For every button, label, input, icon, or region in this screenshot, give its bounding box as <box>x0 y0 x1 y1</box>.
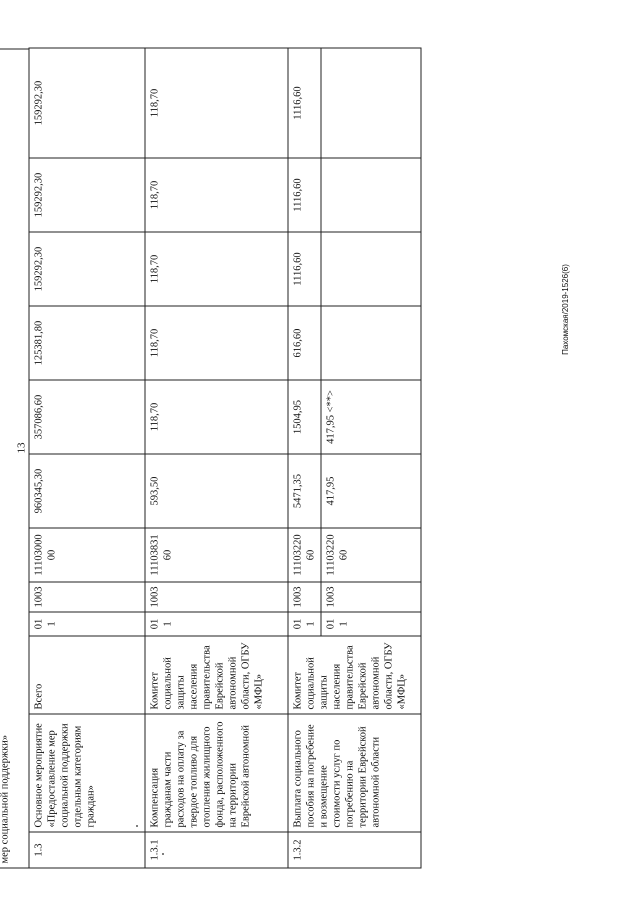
year-value: 159292,30 <box>29 48 145 158</box>
task-header: мер социальной поддержки» <box>0 49 29 869</box>
measure-name: Основное мероприятие «Предоставление мер социальной поддержки отдельным категориям граждан» <box>29 714 145 832</box>
table-row <box>29 48 145 868</box>
rzpr-code: 1003 <box>29 582 145 612</box>
empty-cell <box>321 306 421 380</box>
grbs-code: 011 <box>145 612 288 636</box>
grbs-code: 011 <box>29 612 145 636</box>
rzpr-code: 1003 <box>288 582 321 612</box>
year-value: 118,70 <box>145 232 288 306</box>
csr-code: 1110383160 <box>145 528 288 582</box>
row-number: 1.3.2 <box>288 832 421 868</box>
year-value: 118,70 <box>145 48 288 158</box>
total-value: 5471,35 <box>288 454 321 528</box>
table-row <box>145 48 288 868</box>
year-value: 1116,60 <box>288 48 321 158</box>
row-number: 1.3 <box>29 832 145 868</box>
year-value: 357086,60 <box>29 380 145 454</box>
page-number: 13 <box>15 442 28 454</box>
year-value: 616,60 <box>288 306 321 380</box>
row-number: 1.3.1 <box>145 832 288 868</box>
year-value: 1116,60 <box>288 232 321 306</box>
year-value: 1116,60 <box>288 158 321 232</box>
csr-code: 1110300000 <box>29 528 145 582</box>
measure-name: Выплата социального пособия на погребение и возмещение стоимости услуг по погребению на территории Еврейской автономной области <box>288 714 421 832</box>
grbs-code: 011 <box>288 612 321 636</box>
year-value: 417,95 <**> <box>321 380 421 454</box>
executor: Комитет социальной защиты населения правительства Еврейской автономной области, ОГБУ «МФЦ» <box>288 636 421 714</box>
measure-name: Компенсация гражданам части расходов на оплату за твердое топливо для отопления жилищного фонда, расположенного на территории Еврейской автономной <box>145 714 288 832</box>
total-value: 593,50 <box>145 454 288 528</box>
rzpr-code: 1003 <box>145 582 288 612</box>
total-value: 960345,30 <box>29 454 145 528</box>
year-value: 159292,30 <box>29 158 145 232</box>
year-value: 159292,30 <box>29 232 145 306</box>
rotated-table-area <box>0 49 438 869</box>
csr-code: 1110322060 <box>288 528 321 582</box>
total-value: 417,95 <box>321 454 421 528</box>
empty-cell <box>321 158 421 232</box>
year-value: 118,70 <box>145 380 288 454</box>
year-value: 125381,80 <box>29 306 145 380</box>
empty-cell <box>321 48 421 158</box>
rzpr-code: 1003 <box>321 582 421 612</box>
executor: Комитет социальной защиты населения правительства Еврейской автономной области, ОГБУ «МФЦ» <box>145 636 288 714</box>
grbs-code: 011 <box>321 612 421 636</box>
csr-code: 1110322060 <box>321 528 421 582</box>
year-value: 1504,95 <box>288 380 321 454</box>
table-row <box>288 48 321 868</box>
year-value: 118,70 <box>145 306 288 380</box>
measures-table <box>29 48 422 869</box>
document-code: Пахомская/2019-1526(6) <box>560 264 570 355</box>
executor: Всего <box>29 636 145 714</box>
empty-cell <box>321 232 421 306</box>
year-value: 118,70 <box>145 158 288 232</box>
